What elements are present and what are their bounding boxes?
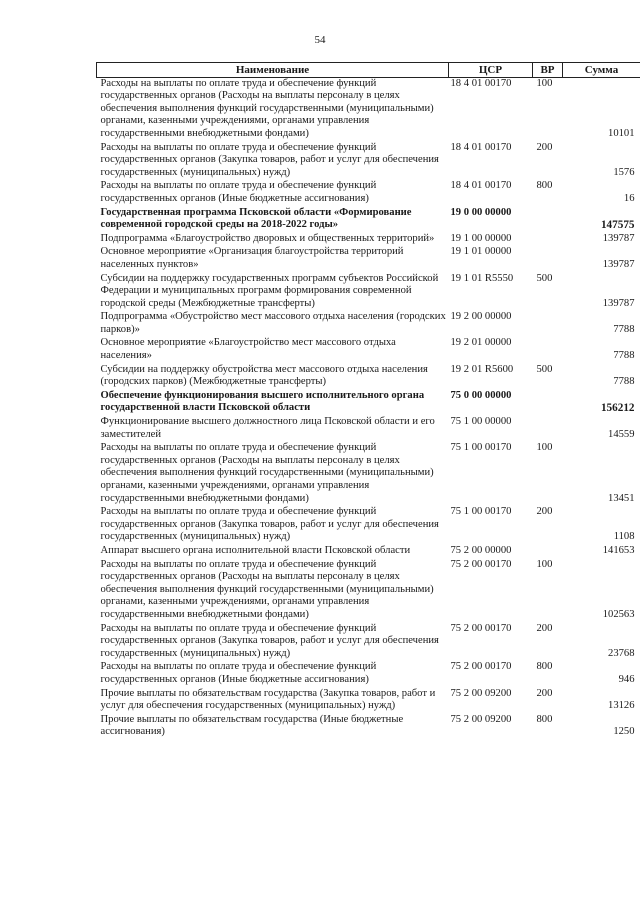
row-vr bbox=[533, 390, 563, 416]
row-name: Подпрограмма «Обустройство мест массового отдыха населения (городских парков)» bbox=[100, 311, 446, 335]
row-sum: 7788 bbox=[613, 350, 635, 362]
table-row bbox=[97, 390, 640, 416]
row-sum: 147575 bbox=[600, 219, 635, 232]
table-row bbox=[97, 207, 640, 233]
row-name: Расходы на выплаты по оплате труда и обеспечение функций государственных органов (Иные бюджетные ассигнования) bbox=[100, 661, 377, 685]
row-vr: 800 bbox=[536, 713, 553, 725]
row-csr: 19 2 01 00000 bbox=[450, 337, 512, 349]
header-vr: ВР bbox=[533, 63, 563, 78]
table-row bbox=[97, 714, 640, 740]
row-sum: 139787 bbox=[602, 258, 635, 270]
row-name: Функционирование высшего должностного лица Псковской области и его заместителей bbox=[100, 416, 435, 440]
row-csr: 19 1 01 R5550 bbox=[450, 272, 514, 284]
row-csr: 19 1 00 00000 bbox=[450, 232, 512, 244]
table-row bbox=[97, 246, 640, 272]
table-row bbox=[97, 77, 640, 141]
row-name: Расходы на выплаты по оплате труда и обеспечение функций государственных органов (Закупка товаров, работ и услуг для обеспечения государственных (муниципальных) нужд) bbox=[100, 141, 439, 178]
row-csr: 18 4 01 00170 bbox=[450, 141, 512, 153]
row-sum: 23768 bbox=[608, 647, 635, 659]
row-name: Подпрограмма «Благоустройство дворовых и общественных территорий» bbox=[100, 232, 435, 244]
table-row bbox=[97, 337, 640, 363]
row-sum: 1250 bbox=[613, 726, 635, 738]
row-name: Расходы на выплаты по оплате труда и обеспечение функций государственных органов (Закупка товаров, работ и услуг для обеспечения государственных (муниципальных) нужд) bbox=[100, 506, 439, 543]
table-row bbox=[97, 688, 640, 714]
row-sum: 13126 bbox=[608, 700, 635, 712]
row-vr: 800 bbox=[536, 180, 553, 192]
row-csr: 19 0 00 00000 bbox=[450, 206, 512, 218]
row-sum: 7788 bbox=[613, 376, 635, 388]
row-vr bbox=[533, 416, 563, 442]
row-sum: 7788 bbox=[613, 323, 635, 335]
table-row bbox=[97, 273, 640, 312]
header-csr: ЦСР bbox=[449, 63, 533, 78]
row-csr: 75 1 00 00170 bbox=[450, 506, 512, 518]
row-csr: 75 2 00 09200 bbox=[450, 687, 512, 699]
row-name: Прочие выплаты по обязательствам государства (Иные бюджетные ассигнования) bbox=[100, 713, 404, 738]
table-row bbox=[97, 311, 640, 337]
row-csr: 19 1 01 00000 bbox=[450, 246, 512, 258]
row-sum: 14559 bbox=[608, 428, 635, 440]
row-vr bbox=[533, 337, 563, 363]
row-csr: 18 4 01 00170 bbox=[450, 77, 512, 89]
row-csr: 75 1 00 00170 bbox=[450, 442, 512, 454]
row-csr: 75 2 00 00170 bbox=[450, 622, 512, 634]
row-csr: 75 1 00 00000 bbox=[450, 416, 512, 428]
row-name: Расходы на выплаты по оплате труда и обеспечение функций государственных органов (Расходы на выплаты персоналу в целях обеспечения выполнения функций государственными (муниципальными) органами, казенными учреждениями, органами управления государственными внебюджетными фондами) bbox=[100, 442, 434, 504]
row-name: Основное мероприятие «Благоустройство мест массового отдыха населения» bbox=[100, 337, 396, 362]
table-row bbox=[97, 180, 640, 206]
table-row bbox=[97, 233, 640, 247]
table-row bbox=[97, 545, 640, 559]
row-name: Расходы на выплаты по оплате труда и обеспечение функций государственных органов (Закупка товаров, работ и услуг для обеспечения государственных (муниципальных) нужд) bbox=[100, 622, 439, 659]
row-name: Расходы на выплаты по оплате труда и обеспечение функций государственных органов (Расходы на выплаты персоналу в целях обеспечения выполнения функций государственными (муниципальными) органами, казенными учреждениями, органами управления государственными внебюджетными фондами) bbox=[100, 558, 434, 620]
row-sum: 13451 bbox=[608, 492, 635, 504]
row-vr: 100 bbox=[536, 442, 553, 454]
table-row bbox=[97, 506, 640, 545]
row-name: Основное мероприятие «Организация благоустройства территорий населенных пунктов» bbox=[100, 246, 404, 270]
row-name: Прочие выплаты по обязательствам государства (Закупка товаров, работ и услуг для обеспечения государственных (муниципальных) нужд) bbox=[100, 687, 436, 712]
row-sum: 141653 bbox=[602, 544, 635, 556]
table-row bbox=[97, 142, 640, 181]
row-csr: 75 2 00 09200 bbox=[450, 713, 512, 725]
page-number: 54 bbox=[314, 34, 326, 46]
table-header bbox=[97, 63, 640, 78]
row-vr bbox=[533, 311, 563, 337]
row-vr: 200 bbox=[536, 506, 553, 518]
table-row bbox=[97, 416, 640, 442]
row-sum: 16 bbox=[623, 192, 635, 204]
row-csr: 19 2 00 00000 bbox=[450, 311, 512, 323]
row-vr: 500 bbox=[536, 272, 553, 284]
row-vr bbox=[533, 233, 563, 247]
row-vr: 200 bbox=[536, 687, 553, 699]
row-sum: 139787 bbox=[602, 232, 635, 244]
row-sum: 139787 bbox=[602, 297, 635, 309]
row-vr bbox=[533, 207, 563, 233]
row-vr: 100 bbox=[536, 558, 553, 570]
row-name: Расходы на выплаты по оплате труда и обеспечение функций государственных органов (Расходы на выплаты персоналу в целях обеспечения выполнения функций государственными (муниципальными) органами, казенными учреждениями, органами управления государственными внебюджетными фондами) bbox=[100, 77, 434, 139]
header-name: Наименование bbox=[97, 63, 449, 78]
table-row bbox=[97, 623, 640, 662]
row-name: Расходы на выплаты по оплате труда и обеспечение функций государственных органов (Иные бюджетные ассигнования) bbox=[100, 180, 377, 204]
row-csr: 75 2 00 00000 bbox=[450, 544, 512, 556]
row-name: Обеспечение функционирования высшего исполнительного органа государственной власти Псковской области bbox=[100, 389, 425, 414]
row-name: Аппарат высшего органа исполнительной власти Псковской области bbox=[100, 544, 411, 556]
row-csr: 75 2 00 00170 bbox=[450, 558, 512, 570]
row-sum: 1108 bbox=[613, 531, 635, 543]
row-vr: 100 bbox=[536, 77, 553, 89]
row-csr: 18 4 01 00170 bbox=[450, 180, 512, 192]
row-vr bbox=[533, 545, 563, 559]
row-sum: 102563 bbox=[602, 608, 635, 620]
table-row bbox=[97, 661, 640, 687]
table-row bbox=[97, 559, 640, 623]
row-sum: 946 bbox=[618, 673, 635, 685]
row-vr: 200 bbox=[536, 622, 553, 634]
row-csr: 19 2 01 R5600 bbox=[450, 363, 514, 375]
row-vr: 200 bbox=[536, 141, 553, 153]
row-vr bbox=[533, 246, 563, 272]
row-sum: 10101 bbox=[608, 127, 635, 139]
table-row bbox=[97, 364, 640, 390]
table-body bbox=[97, 77, 640, 740]
row-vr: 500 bbox=[536, 363, 553, 375]
row-sum: 156212 bbox=[600, 402, 635, 415]
header-sum: Сумма bbox=[563, 63, 640, 78]
row-vr: 800 bbox=[536, 661, 553, 673]
row-name: Государственная программа Псковской области «Формирование современной городской среды на 2018-2022 годы» bbox=[100, 206, 412, 231]
table-row bbox=[97, 442, 640, 506]
row-name: Субсидии на поддержку государственных программ субъектов Российской Федерации и муниципальных программ формирования современной городской среды (Межбюджетные трансферты) bbox=[100, 272, 439, 309]
budget-table bbox=[96, 62, 640, 740]
row-csr: 75 2 00 00170 bbox=[450, 661, 512, 673]
row-csr: 75 0 00 00000 bbox=[450, 389, 512, 401]
row-name: Субсидии на поддержку обустройства мест массового отдыха населения (городских парков) (Межбюджетные трансферты) bbox=[100, 363, 428, 388]
row-sum: 1576 bbox=[613, 166, 635, 178]
